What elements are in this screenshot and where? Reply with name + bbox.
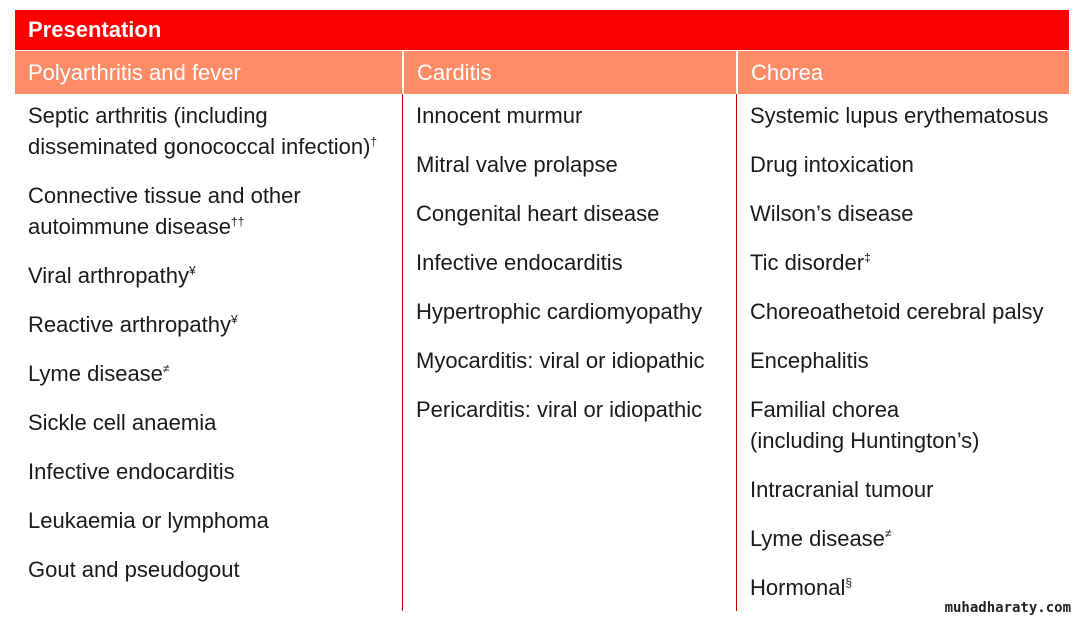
item-text: Septic arthritis (including disseminated gonococcal infection) xyxy=(28,103,371,159)
item-text: Tic disorder xyxy=(750,250,865,275)
column-chorea xyxy=(736,94,1069,611)
item-text: Lyme disease xyxy=(28,361,163,386)
item-text: Sickle cell anaemia xyxy=(28,410,217,435)
list-item xyxy=(416,198,736,229)
item-text: Congenital heart disease xyxy=(416,201,660,226)
list-item xyxy=(750,474,1069,505)
column-carditis xyxy=(402,94,736,611)
list-item xyxy=(28,358,402,389)
footnote-marker: †† xyxy=(231,214,245,229)
footnote-marker: ¥ xyxy=(189,263,196,278)
item-text: Choreoathetoid cerebral palsy xyxy=(750,299,1044,324)
header-row xyxy=(15,51,1069,94)
item-text: Intracranial tumour xyxy=(750,477,934,502)
list-item xyxy=(416,394,736,425)
watermark: muhadharaty.com xyxy=(944,600,1071,616)
item-text: Lyme disease xyxy=(750,526,885,551)
footnote-marker: ¥ xyxy=(231,312,238,327)
item-text: Connective tissue and other autoimmune disease xyxy=(28,183,301,239)
footnote-marker: ≠ xyxy=(884,526,892,541)
list-item xyxy=(28,180,402,242)
item-text: Infective endocarditis xyxy=(416,250,623,275)
header-chorea: Chorea xyxy=(736,51,1069,94)
list-item xyxy=(416,100,736,131)
item-text: Viral arthropathy xyxy=(28,263,190,288)
body-row xyxy=(15,94,1069,611)
list-item xyxy=(750,394,1069,456)
column-polyarthritis xyxy=(15,94,402,611)
item-text: Mitral valve prolapse xyxy=(416,152,618,177)
list-item xyxy=(750,198,1069,229)
header-polyarthritis: Polyarthritis and fever xyxy=(28,59,241,85)
header-carditis: Carditis xyxy=(402,51,736,94)
item-text: Hormonal xyxy=(750,575,846,600)
list-item xyxy=(750,572,1069,603)
list-item xyxy=(750,296,1069,327)
item-text: Wilson’s disease xyxy=(750,201,914,226)
item-text: Familial chorea (including Huntington’s) xyxy=(750,397,980,453)
item-text: Reactive arthropathy xyxy=(28,312,231,337)
item-text: Innocent murmur xyxy=(416,103,583,128)
list-item xyxy=(750,345,1069,376)
list-item xyxy=(416,149,736,180)
list-item xyxy=(750,523,1069,554)
footnote-marker: † xyxy=(370,134,378,149)
list-item xyxy=(28,407,402,438)
list-item xyxy=(416,345,736,376)
list-item xyxy=(28,100,402,162)
item-text: Systemic lupus erythematosus xyxy=(750,103,1049,128)
presentation-table xyxy=(15,10,1069,611)
item-text: Gout and pseudogout xyxy=(28,557,240,582)
list-item xyxy=(28,505,402,536)
list-item xyxy=(750,247,1069,278)
list-item xyxy=(28,309,402,340)
footnote-marker: § xyxy=(845,575,853,590)
list-item xyxy=(416,247,736,278)
list-item xyxy=(750,149,1069,180)
list-item xyxy=(28,260,402,291)
item-text: Pericarditis: viral or idiopathic xyxy=(416,397,703,422)
footnote-marker: ≠ xyxy=(162,361,170,376)
footnote-marker: ‡ xyxy=(864,250,871,265)
item-text: Myocarditis: viral or idiopathic xyxy=(416,348,705,373)
item-text: Encephalitis xyxy=(750,348,869,373)
item-text: Hypertrophic cardiomyopathy xyxy=(416,299,703,324)
list-item xyxy=(28,554,402,585)
item-text: Drug intoxication xyxy=(750,152,914,177)
list-item xyxy=(28,456,402,487)
list-item xyxy=(750,100,1069,131)
item-text: Leukaemia or lymphoma xyxy=(28,508,269,533)
item-text: Infective endocarditis xyxy=(28,459,235,484)
table-title: Presentation xyxy=(15,10,1069,50)
list-item xyxy=(416,296,736,327)
